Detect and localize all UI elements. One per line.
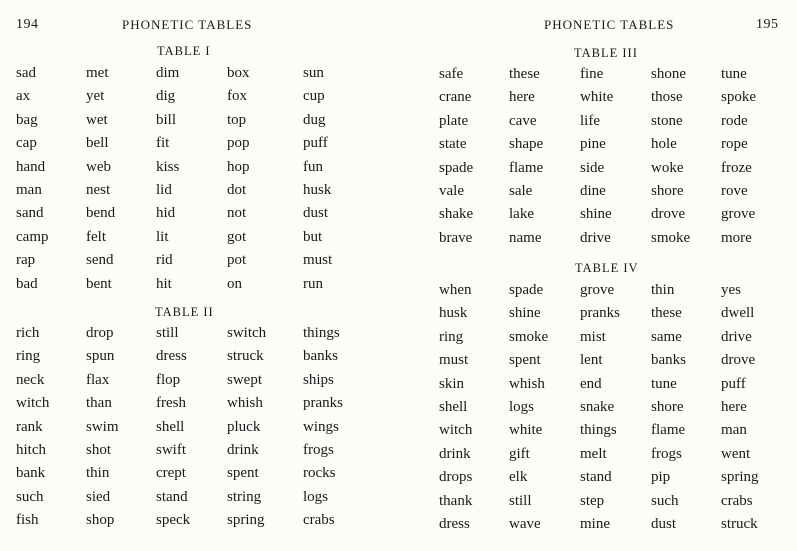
word-cell: more: [721, 229, 752, 246]
word-cell: hole: [651, 136, 677, 153]
word-cell: speck: [156, 512, 191, 529]
word-table: [439, 63, 791, 250]
word-cell: hitch: [16, 442, 46, 459]
word-cell: whish: [227, 395, 263, 412]
word-cell: bell: [86, 135, 109, 152]
word-cell: shake: [439, 206, 474, 223]
word-cell: pop: [227, 135, 250, 152]
word-cell: fun: [303, 158, 323, 175]
word-cell: neck: [16, 371, 45, 388]
word-cell: fresh: [156, 395, 186, 412]
word-cell: crept: [156, 465, 186, 482]
word-cell: drove: [721, 352, 756, 369]
word-cell: when: [439, 282, 472, 298]
word-cell: cave: [509, 112, 537, 129]
word-cell: dwell: [721, 305, 755, 322]
word-cell: name: [509, 229, 542, 246]
word-cell: lit: [156, 228, 169, 245]
word-cell: rich: [16, 325, 40, 341]
word-cell: went: [721, 445, 751, 462]
word-cell: spent: [227, 465, 259, 482]
word-cell: spoke: [721, 89, 756, 106]
word-cell: rocks: [303, 465, 336, 482]
word-cell: drove: [651, 206, 686, 223]
word-cell: send: [86, 252, 114, 269]
word-cell: mine: [580, 516, 610, 533]
word-cell: bent: [86, 275, 112, 292]
word-cell: pluck: [227, 418, 261, 435]
word-cell: drive: [721, 328, 752, 345]
word-cell: sun: [303, 65, 324, 81]
word-cell: woke: [651, 159, 684, 176]
word-cell: struck: [227, 348, 264, 365]
word-cell: crabs: [721, 492, 753, 509]
word-cell: ring: [439, 328, 464, 345]
word-cell: bag: [16, 111, 38, 128]
word-cell: thin: [86, 465, 110, 482]
word-cell: here: [721, 399, 747, 416]
word-cell: shell: [156, 418, 185, 435]
word-cell: pip: [651, 469, 671, 486]
word-cell: fish: [16, 512, 39, 529]
word-cell: wet: [86, 111, 108, 128]
word-cell: froze: [721, 159, 752, 176]
word-cell: still: [509, 492, 532, 509]
table-caption: TABLE IV: [575, 261, 639, 275]
word-cell: spade: [439, 159, 474, 176]
word-cell: these: [509, 66, 540, 82]
word-cell: swept: [227, 371, 262, 388]
word-cell: safe: [439, 66, 464, 82]
word-cell: elk: [509, 469, 528, 486]
word-cell: still: [156, 325, 179, 341]
word-cell: spun: [86, 348, 115, 365]
word-cell: white: [580, 89, 614, 106]
word-cell: lake: [509, 206, 534, 223]
word-cell: spring: [227, 512, 265, 529]
word-cell: hand: [16, 158, 46, 175]
page-number: 195: [756, 17, 779, 32]
word-cell: grove: [580, 282, 615, 298]
word-cell: state: [439, 136, 467, 153]
word-cell: dot: [227, 182, 247, 199]
word-cell: bad: [16, 275, 38, 292]
word-cell: got: [227, 228, 247, 245]
word-cell: spent: [509, 352, 541, 369]
word-cell: dust: [651, 516, 677, 533]
word-cell: rid: [156, 252, 173, 269]
word-cell: here: [509, 89, 535, 106]
word-cell: bank: [16, 465, 46, 482]
word-cell: bend: [86, 205, 116, 222]
word-cell: nest: [86, 182, 111, 199]
word-cell: not: [227, 205, 247, 222]
word-cell: husk: [303, 182, 332, 199]
running-head: PHONETIC TABLES: [544, 17, 675, 32]
word-cell: frogs: [651, 445, 682, 462]
word-cell: tune: [721, 66, 747, 82]
word-cell: dig: [156, 88, 176, 105]
word-cell: snake: [580, 399, 615, 416]
word-cell: grove: [721, 206, 756, 223]
word-cell: brave: [439, 229, 473, 246]
right-page: [398, 0, 797, 551]
word-cell: struck: [721, 516, 758, 533]
word-cell: shine: [509, 305, 541, 322]
word-cell: life: [580, 112, 600, 129]
word-cell: end: [580, 375, 602, 392]
word-cell: flame: [651, 422, 686, 439]
word-cell: shone: [651, 66, 686, 82]
word-cell: smoke: [651, 229, 691, 246]
word-cell: sale: [509, 183, 533, 200]
word-cell: white: [509, 422, 543, 439]
word-cell: such: [651, 492, 679, 509]
word-cell: such: [16, 488, 44, 505]
word-cell: logs: [303, 488, 329, 505]
word-cell: same: [651, 328, 682, 345]
word-cell: shell: [439, 399, 468, 416]
word-cell: must: [303, 252, 333, 269]
word-cell: sad: [16, 65, 36, 81]
word-cell: mist: [580, 328, 606, 345]
table-caption: TABLE III: [574, 46, 638, 60]
word-cell: side: [580, 159, 605, 176]
word-cell: logs: [509, 399, 535, 416]
word-cell: stone: [651, 112, 683, 129]
word-cell: swift: [156, 442, 186, 459]
word-cell: husk: [439, 305, 468, 322]
word-cell: shore: [651, 183, 684, 200]
word-cell: drop: [86, 325, 114, 341]
word-table: [439, 279, 791, 536]
word-cell: thin: [651, 282, 675, 298]
word-cell: yet: [86, 88, 105, 105]
word-cell: flame: [509, 159, 544, 176]
word-cell: man: [721, 422, 747, 439]
word-cell: shine: [580, 206, 612, 223]
word-cell: shot: [86, 442, 112, 459]
word-cell: dress: [439, 516, 470, 533]
word-cell: gift: [509, 445, 530, 462]
word-cell: felt: [86, 228, 106, 245]
word-cell: flax: [86, 371, 110, 388]
word-cell: web: [86, 158, 111, 175]
word-cell: drink: [439, 445, 471, 462]
word-cell: dust: [303, 205, 329, 222]
left-page: [0, 0, 398, 551]
word-cell: fit: [156, 135, 170, 152]
word-table: [16, 62, 373, 296]
word-cell: those: [651, 89, 683, 106]
word-cell: lent: [580, 352, 603, 369]
word-cell: fox: [227, 88, 247, 105]
word-cell: hid: [156, 205, 176, 222]
word-cell: cap: [16, 135, 37, 152]
word-cell: sand: [16, 205, 44, 222]
word-cell: puff: [303, 135, 328, 152]
word-cell: rode: [721, 112, 748, 129]
word-cell: drops: [439, 469, 473, 486]
word-cell: pranks: [303, 395, 343, 412]
word-cell: skin: [439, 375, 465, 392]
word-cell: shop: [86, 512, 115, 529]
word-cell: hop: [227, 158, 250, 175]
word-cell: run: [303, 275, 323, 292]
word-cell: fine: [580, 66, 604, 82]
word-cell: drink: [227, 442, 259, 459]
word-cell: dress: [156, 348, 187, 365]
word-cell: vale: [439, 183, 464, 200]
word-cell: stand: [580, 469, 612, 486]
word-cell: wings: [303, 418, 339, 435]
word-cell: plate: [439, 112, 469, 129]
word-cell: witch: [439, 422, 473, 439]
word-cell: shape: [509, 136, 544, 153]
word-cell: melt: [580, 445, 607, 462]
word-cell: but: [303, 228, 323, 245]
word-cell: pranks: [580, 305, 620, 322]
word-cell: rope: [721, 136, 748, 153]
word-cell: sied: [86, 488, 111, 505]
word-cell: bill: [156, 111, 177, 128]
word-cell: spade: [509, 282, 544, 298]
word-cell: kiss: [156, 158, 180, 175]
word-cell: crabs: [303, 512, 335, 529]
word-cell: yes: [721, 282, 741, 298]
word-cell: witch: [16, 395, 50, 412]
word-cell: crane: [439, 89, 472, 106]
word-cell: wave: [509, 516, 541, 533]
page-number: 194: [16, 17, 39, 32]
word-cell: pot: [227, 252, 247, 269]
word-cell: on: [227, 275, 242, 292]
table-caption: TABLE I: [157, 44, 211, 58]
word-table: [16, 322, 373, 533]
word-cell: cup: [303, 88, 325, 105]
word-cell: tune: [651, 375, 677, 392]
word-cell: than: [86, 395, 112, 412]
word-cell: flop: [156, 371, 181, 388]
word-cell: ships: [303, 371, 334, 388]
word-cell: lid: [156, 182, 172, 199]
word-cell: dug: [303, 111, 326, 128]
word-cell: rank: [16, 418, 43, 435]
running-head: PHONETIC TABLES: [122, 17, 253, 32]
word-cell: things: [580, 422, 617, 439]
word-cell: must: [439, 352, 469, 369]
word-cell: stand: [156, 488, 188, 505]
word-cell: spring: [721, 469, 759, 486]
word-cell: banks: [651, 352, 686, 369]
word-cell: banks: [303, 348, 338, 365]
word-cell: camp: [16, 228, 49, 245]
word-cell: hit: [156, 275, 172, 292]
word-cell: these: [651, 305, 682, 322]
word-cell: met: [86, 65, 109, 81]
word-cell: switch: [227, 325, 267, 341]
table-caption: TABLE II: [155, 305, 214, 319]
word-cell: dim: [156, 65, 180, 81]
word-cell: whish: [509, 375, 545, 392]
word-cell: pine: [580, 136, 606, 153]
word-cell: man: [16, 182, 42, 199]
word-cell: things: [303, 325, 340, 341]
word-cell: step: [580, 492, 605, 509]
word-cell: ax: [16, 88, 31, 105]
word-cell: rove: [721, 183, 748, 200]
word-cell: top: [227, 111, 247, 128]
word-cell: thank: [439, 492, 473, 509]
word-cell: swim: [86, 418, 119, 435]
word-cell: shore: [651, 399, 684, 416]
word-cell: dine: [580, 183, 606, 200]
word-cell: rap: [16, 252, 36, 269]
word-cell: drive: [580, 229, 611, 246]
word-cell: puff: [721, 375, 746, 392]
word-cell: ring: [16, 348, 41, 365]
word-cell: smoke: [509, 328, 549, 345]
word-cell: frogs: [303, 442, 334, 459]
word-cell: box: [227, 65, 250, 81]
word-cell: string: [227, 488, 262, 505]
